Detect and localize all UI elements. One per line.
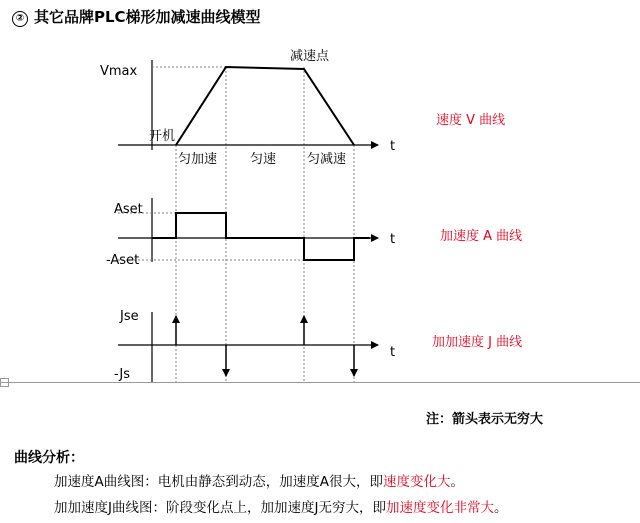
phase-guide-lines (176, 67, 354, 382)
velocity-chart (100, 48, 505, 167)
jerk-curve-title: 加加速度 J 曲线 (432, 335, 523, 350)
acceleration-t-label: t (390, 232, 396, 247)
phase-cruise-label: 匀速 (250, 152, 277, 167)
decel-point-label: 减速点 (290, 49, 330, 64)
velocity-curve-title: 速度 V 曲线 (436, 113, 506, 128)
heading-text: 其它品牌PLC梯形加减速曲线模型 (34, 8, 261, 26)
jerk-chart (114, 309, 522, 382)
analysis-highlight: 加速度变化非常大 (385, 500, 494, 516)
jerk-t-label: t (390, 345, 396, 360)
circled-number: ② (12, 11, 28, 27)
analysis-text: 加加速度J曲线图：阶段变化点上，加加速度J无穷大，即 (54, 500, 386, 516)
velocity-t-label: t (390, 139, 396, 154)
analysis-tail: 。 (450, 474, 464, 490)
analysis-title: 曲线分析： (14, 450, 84, 466)
neg-js-label: -Js (114, 367, 131, 382)
neg-aset-label: -Aset (106, 253, 140, 268)
analysis-text: 加速度A曲线图：电机由静态到动态，加速度A很大，即 (54, 474, 383, 490)
acceleration-chart (106, 198, 522, 268)
aset-label: Aset (114, 202, 143, 217)
jse-label: Jse (120, 309, 139, 324)
phase-decel-label: 匀减速 (307, 152, 347, 167)
acceleration-curve-title: 加速度 A 曲线 (440, 229, 523, 244)
arrow-note: 注：箭头表示无穷大 (426, 412, 544, 427)
divider-marker (0, 378, 9, 387)
analysis-highlight: 速度变化大 (382, 474, 451, 490)
analysis-line-acceleration (54, 470, 464, 490)
analysis-tail: 。 (493, 500, 508, 516)
phase-accel-label: 匀加速 (178, 152, 218, 167)
vmax-label: Vmax (100, 64, 138, 79)
analysis-line-jerk (54, 496, 507, 516)
page-divider (0, 382, 640, 383)
start-label: 开机 (149, 129, 176, 144)
velocity-trapezoid-curve (176, 67, 354, 145)
acceleration-curve (152, 213, 370, 260)
